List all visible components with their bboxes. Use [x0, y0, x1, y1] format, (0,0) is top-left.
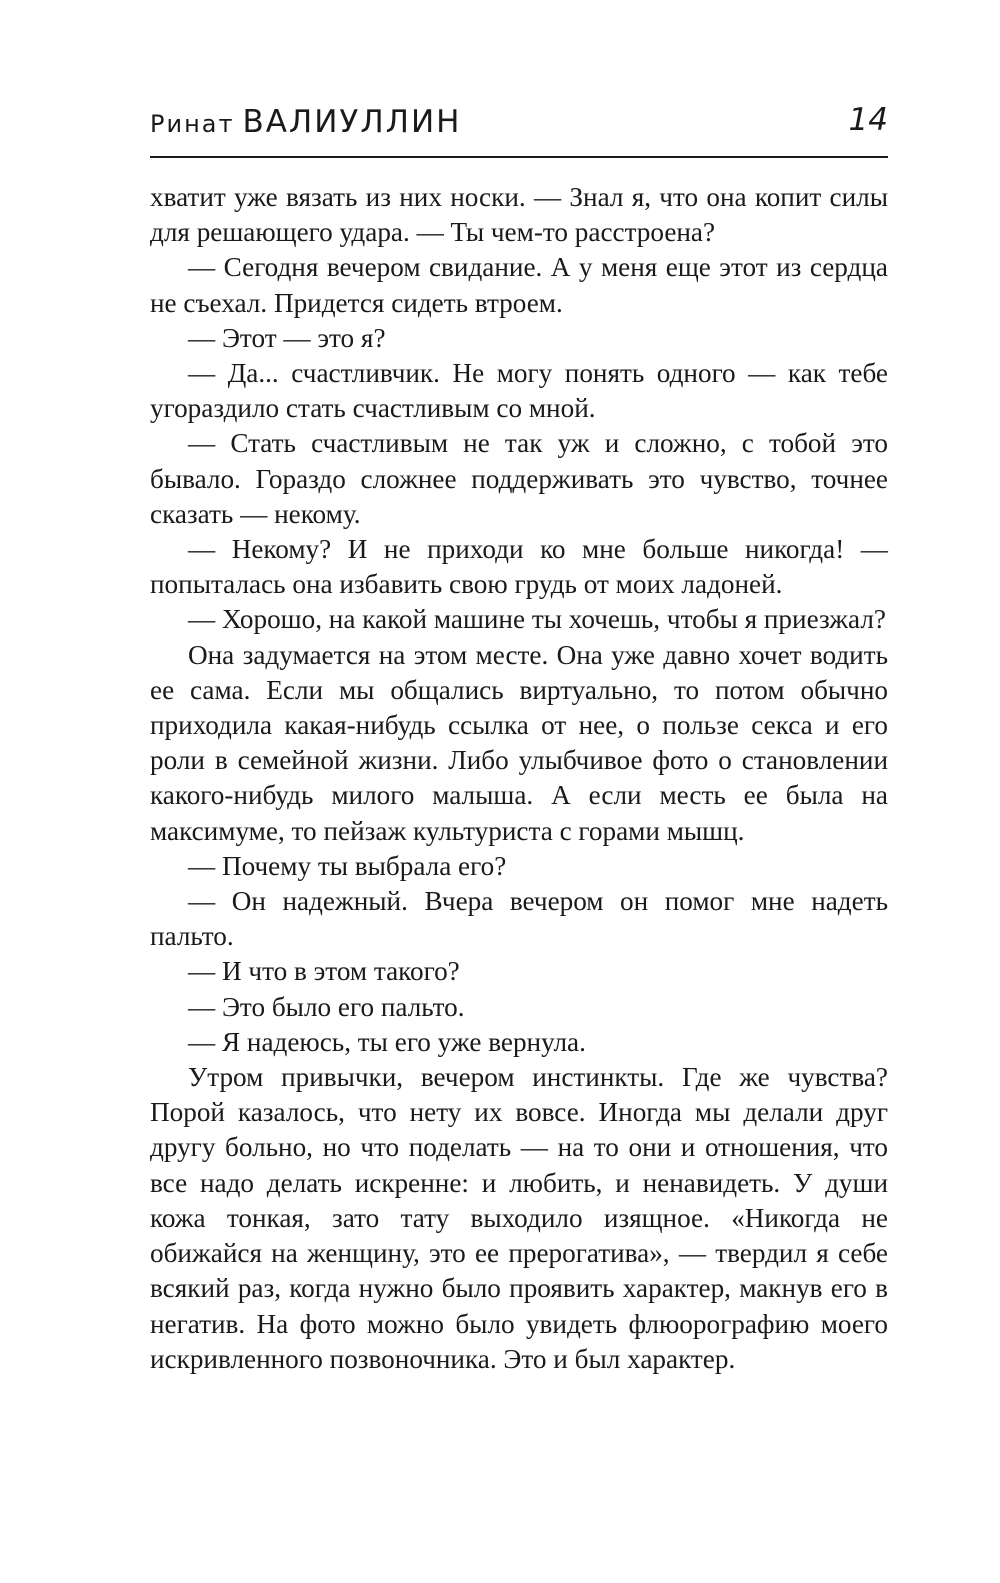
paragraph: — Этот — это я? — [188, 322, 386, 353]
paragraph: хватит уже вязать из них носки. — Знал я, что она копит силы для решающего удара. — Ты чем-то расстроена? — [150, 182, 888, 248]
paragraph: — Это было его пальто. — [188, 991, 465, 1022]
paragraph: — Некому? И не приходи ко мне больше никогда! — попыталась она избавить свою грудь от моих ладоней. — [150, 534, 888, 600]
paragraph: — Он надежный. Вчера вечером он помог мне надеть пальто. — [150, 886, 888, 952]
paragraph: Утром привычки, вечером инстинкты. Где же чувства? Порой казалось, что нету их вовсе. Иногда мы делали друг другу больно, но что поделать — на то они и отношения, что все надо делать искренне: и любить, и ненавидеть. У души кожа тонкая, зато тату выходило изящное. «Никогда не обижайся на женщину, это ее прерогатива», — твердил я себе всякий раз, когда нужно было проявить характер, макнув его в негатив. На фото можно было увидеть флюорографию моего искривленного позвоночника. Это и был характер. — [150, 1062, 888, 1374]
paragraph: Она задумается на этом месте. Она уже давно хочет водить ее сама. Если мы общались виртуально, то потом обычно приходила какая-нибудь ссылка от нее, о пользе секса и его роли в семейной жизни. Либо улыбчивое фото о становлении какого-нибудь милого малыша. А если месть ее была на максимуме, то пейзаж культуриста с горами мышц. — [150, 639, 888, 846]
author-last-name: ВАЛИУЛЛИН — [242, 104, 462, 140]
paragraph: — Хорошо, на какой машине ты хочешь, чтобы я приезжал? — [188, 604, 886, 635]
author-name — [150, 102, 461, 144]
page-number: 14 — [848, 102, 888, 138]
body-text — [150, 180, 888, 1377]
paragraph: — Я надеюсь, ты его уже вернула. — [188, 1026, 586, 1057]
running-header — [150, 96, 888, 158]
paragraph: — Почему ты выбрала его? — [188, 850, 507, 881]
paragraph: — Стать счастливым не так уж и сложно, с тобой это бывало. Гораздо сложнее поддерживать это чувство, точнее сказать — некому. — [150, 428, 888, 529]
paragraph: — Сегодня вечером свидание. А у меня еще этот из сердца не съехал. Придется сидеть втроем. — [150, 252, 888, 318]
paragraph: — Да... счастливчик. Не могу понять одного — как тебе угораздило стать счастливым со мной. — [150, 358, 888, 424]
paragraph: — И что в этом такого? — [188, 956, 460, 987]
author-first-name: Ринат — [150, 110, 235, 138]
